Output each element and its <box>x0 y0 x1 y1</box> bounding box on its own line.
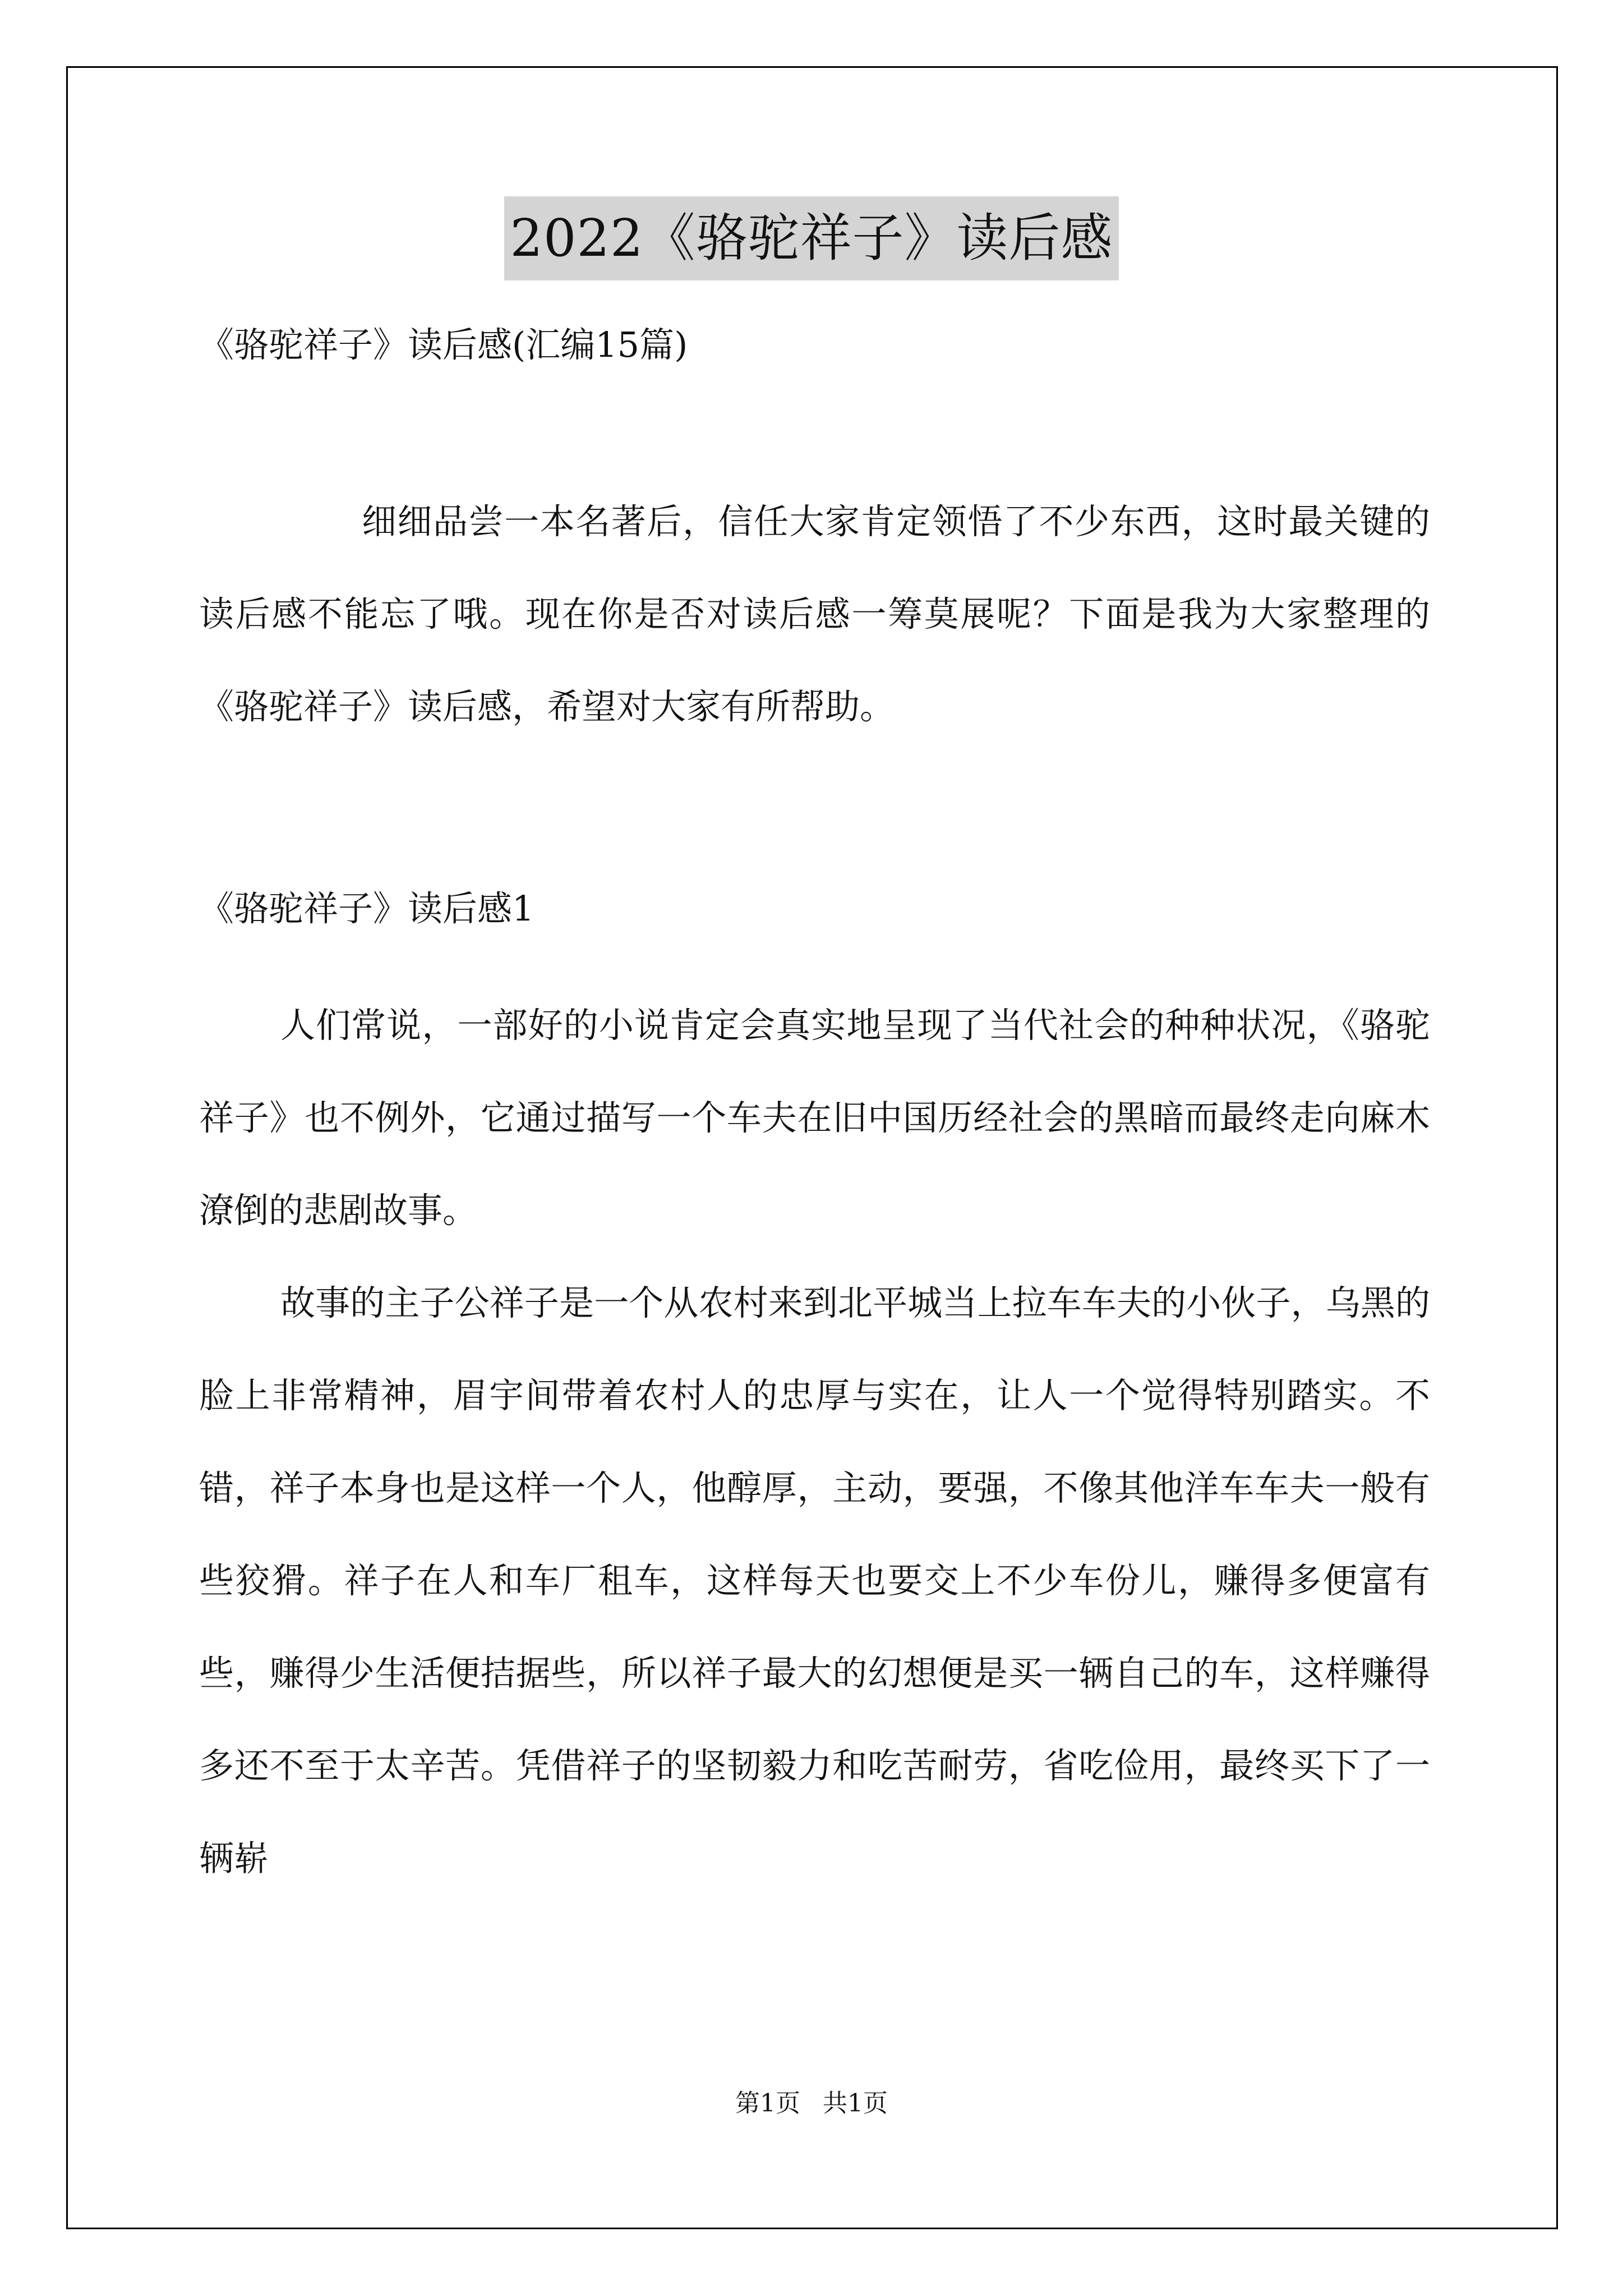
document-title: 2022《骆驼祥子》读后感 <box>504 196 1118 280</box>
body-text <box>199 979 1430 1904</box>
body-paragraph: 故事的主子公祥子是一个从农村来到北平城当上拉车车夫的小伙子，乌黑的脸上非常精神，眉宇间带着农村人的忠厚与实在，让人一个觉得特别踏实。不错，祥子本身也是这样一个人，他醇厚，主动，要强，不像其他洋车车夫一般有些狡猾。祥子在人和车厂租车，这样每天也要交上不少车份儿，赚得多便富有些，赚得少生活便拮据些，所以祥子最大的幻想便是买一辆自己的车，这样赚得多还不至于太辛苦。凭借祥子的坚韧毅力和吃苦耐劳，省吃俭用，最终买下了一辆崭 <box>199 1282 1430 1879</box>
document-subtitle: 《骆驼祥子》读后感(汇编15篇) <box>199 324 688 365</box>
page-footer <box>0 2087 1623 2120</box>
body-paragraph: 人们常说，一部好的小说肯定会真实地呈现了当代社会的种种状况，《骆驼祥子》也不例外，它通过描写一个车夫在旧中国历经社会的黑暗而最终走向麻木潦倒的悲剧故事。 <box>199 1005 1430 1231</box>
intro-paragraph: 细细品尝一本名著后，信任大家肯定领悟了不少东西，这时最关键的读后感不能忘了哦。现在你是否对读后感一筹莫展呢？下面是我为大家整理的《骆驼祥子》读后感，希望对大家有所帮助。 <box>199 501 1430 727</box>
title-container <box>0 196 1623 280</box>
section-heading: 《骆驼祥子》读后感1 <box>199 888 534 929</box>
page-total: 共1页 <box>823 2089 888 2118</box>
page-number: 第1页 <box>735 2089 800 2118</box>
